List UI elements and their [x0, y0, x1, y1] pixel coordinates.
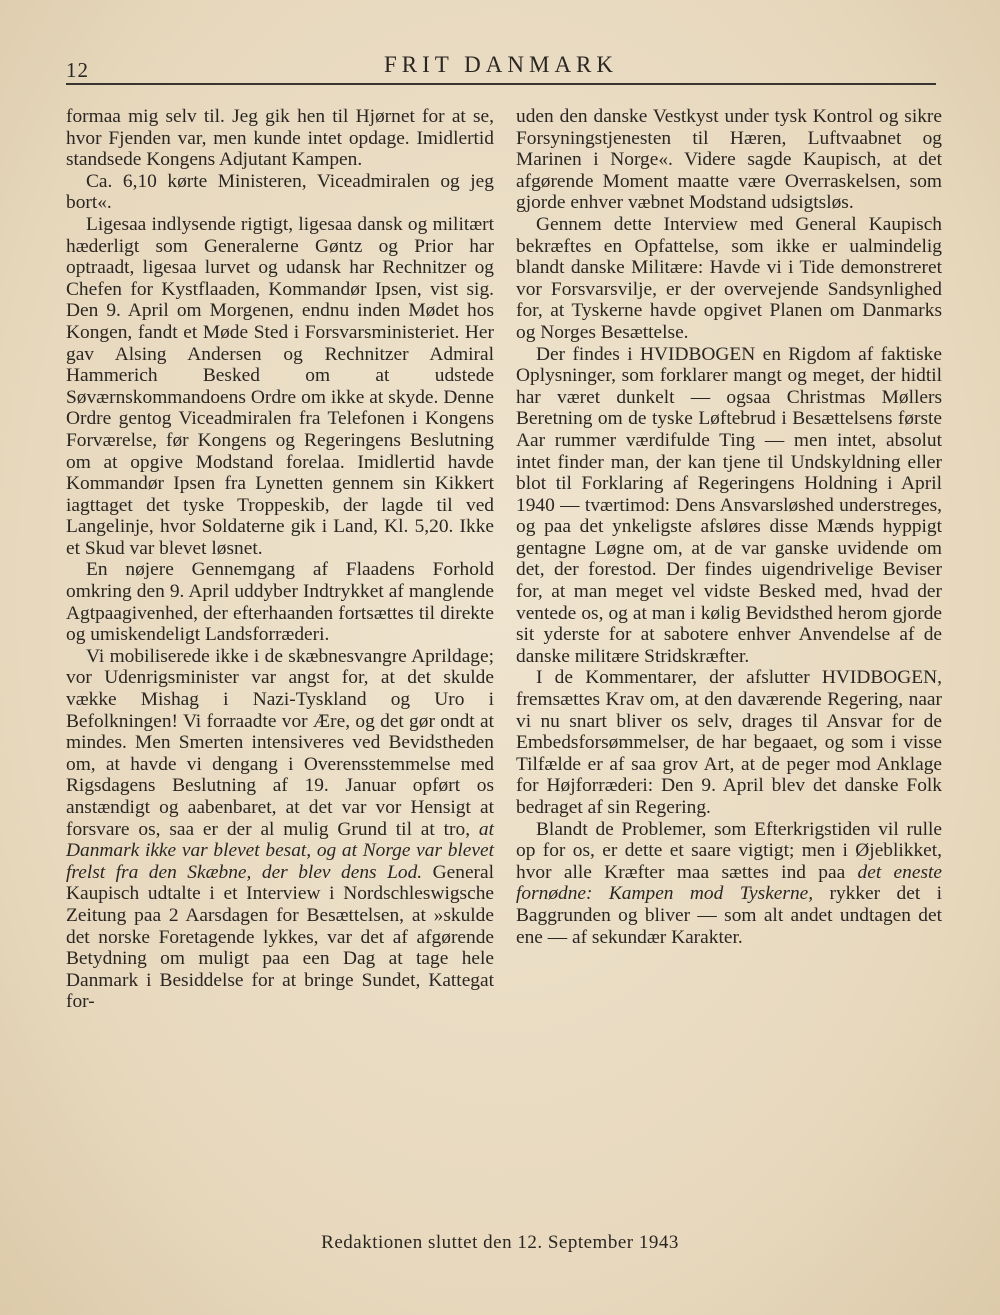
paragraph-text: General Kaupisch udtalte i et Interview i Nordschleswigsche Zeitung paa 2 Aarsdagen for Besættelsen, at »skulde det norske Foretagende lykkes, var det af afgørende Betydning om muligt paa een Dag at tage hele Danmark i Besiddelse for at bringe Sundet, Kattegat for-	[66, 861, 494, 1013]
paragraph	[516, 344, 942, 668]
paragraph-text: En nøjere Gennemgang af Flaadens Forhold omkring den 9. April uddyber Indtrykket af manglende Agtpaagivenhed, der efterhaanden fortsættes til direkte og umiskendeligt Landsforræderi.	[66, 559, 494, 646]
page-number: 12	[66, 58, 89, 82]
paragraph-text: rykker det i Baggrunden og bliver — som alt andet undtagen det ene — af sekundær Karakter.	[516, 883, 942, 948]
paragraph-text: Ligesaa indlysende rigtigt, ligesaa dansk og militært hæderligt som Generalerne Gøntz og Prior har optraadt, ligesaa lurvet og udansk har Rechnitzer og Chefen for Kystflaaden, Kommandør Ipsen, vist sig. Den 9. April om Morgenen, endnu inden Mødet hos Kongen, fandt et Møde Sted i Forsvarsministeriet. Her gav Alsing Andersen og Rechnitzer Admiral Hammerich Besked om at udstede Søværnskommandoens Ordre om ikke at skyde. Denne Ordre gentog Viceadmiralen fra Telefonen i Kongens Forværelse, før Kongens og Regeringens Beslutning om at opgive Modstand forelaa. Imidlertid havde Kommandør Ipsen fra Lynetten gennem sin Kikkert iagttaget det tyske Troppeskib, der lagde til ved Langelinje, hvor Soldaterne gik i Land, Kl. 5,20. Ikke et Skud var blevet løsnet.	[66, 213, 494, 559]
paragraph	[516, 667, 942, 818]
paragraph	[66, 106, 494, 171]
right-column	[516, 106, 942, 948]
paragraph	[66, 171, 494, 214]
header-rule	[66, 83, 936, 85]
paragraph	[516, 214, 942, 344]
paragraph	[66, 559, 494, 645]
paragraph-text: Vi mobiliserede ikke i de skæbnesvangre Aprildage; vor Udenrigsminister var angst for, at det skulde vække Mishag i Nazi-Tyskland og Uro i Befolkningen! Vi forraadte vor Ære, og det gør ondt at mindes. Men Smerten intensiveres ved Bevidstheden om, at havde vi dengang i Overensstemmelse med Rigsdagens Beslutning af 19. Januar opført os anstændigt og aabenbaret, at det var vor Hensigt at forsvare os, saa er der al mulig Grund til at tro,	[66, 645, 494, 840]
left-column	[66, 106, 494, 1013]
paragraph-text: formaa mig selv til. Jeg gik hen til Hjørnet for at se, hvor Fjenden var, men kunde intet opdage. Imidlertid standsede Kongens Adjutant Kampen.	[66, 106, 494, 171]
paragraph-text: Der findes i HVIDBOGEN en Rigdom af faktiske Oplysninger, som forklarer mangt og meget, der hidtil har været dunkelt — ogsaa Christmas Møllers Beretning om de tyske Løftebrud i Besættelsens første Aar rummer værdifulde Ting — men intet, absolut intet finder man, der kan tjene til Undskyldning eller blot til Forklaring af Regeringens Holdning i April 1940 — tværtimod: Dens Ansvarsløshed understreges, og paa det ynkeligste afsløres disse Mænds hyppigt gentagne Løgne om, at de var ganske uvidende om det, der forestod. Der findes uigendrivelige Beviser for, at man meget vel vidste Besked med, hvad der ventede os, og at man i kølig Bevidsthed herom gjorde sit yderste for at sabotere enhver Anvendelse af de danske militære Stridskræfter.	[516, 343, 942, 667]
paragraph	[516, 819, 942, 949]
paragraph-text: uden den danske Vestkyst under tysk Kontrol og sikre Forsyningstjenesten til Hæren, Luftvaabnet og Marinen i Norge«. Videre sagde Kaupisch, at det afgørende Moment maatte være Overraskelsen, som gjorde enhver væbnet Modstand udsigtsløs.	[516, 106, 942, 214]
paragraph-text: I de Kommentarer, der afslutter HVIDBOGEN, fremsættes Krav om, at den daværende Regering, naar vi nu snart bliver os selv, drages til Ansvar for de Embedsforsømmelser, de har begaaet, og som i visse Tilfælde er af saa grov Art, at de peger mod Anklage for Højforræderi: Den 9. April blev det danske Folk bedraget af sin Regering.	[516, 667, 942, 818]
page-header	[66, 50, 936, 84]
paragraph-text: Blandt de Problemer, som Efterkrigstiden vil rulle op for os, er dette et saare vigtigt; men i Øjeblikket, hvor alle Kræfter maa sættes ind paa	[516, 818, 942, 883]
paragraph-emphasis: at Danmark ikke var blevet besat, og at Norge var blevet frelst fra den Skæbne, der blev dens Lod.	[66, 818, 494, 883]
paragraph	[66, 214, 494, 560]
paragraph	[66, 646, 494, 1013]
editorial-closing-note: Redaktionen sluttet den 12. September 1943	[321, 1232, 679, 1253]
paragraph-text: Gennem dette Interview med General Kaupisch bekræftes en Opfattelse, som ikke er ualmindelig blandt danske Militære: Havde vi i Tide demonstreret vor Forsvarsvilje, er der overvejende Sandsynlighed for, at Tyskerne havde opgivet Planen om Danmarks og Norges Besættelse.	[516, 213, 942, 343]
paragraph-text: Ca. 6,10 kørte Ministeren, Viceadmiralen og jeg bort«.	[66, 170, 494, 214]
paragraph-emphasis: det eneste fornødne: Kampen mod Tyskerne,	[516, 861, 942, 905]
masthead-title: FRIT DANMARK	[383, 52, 619, 77]
paragraph	[516, 106, 942, 214]
